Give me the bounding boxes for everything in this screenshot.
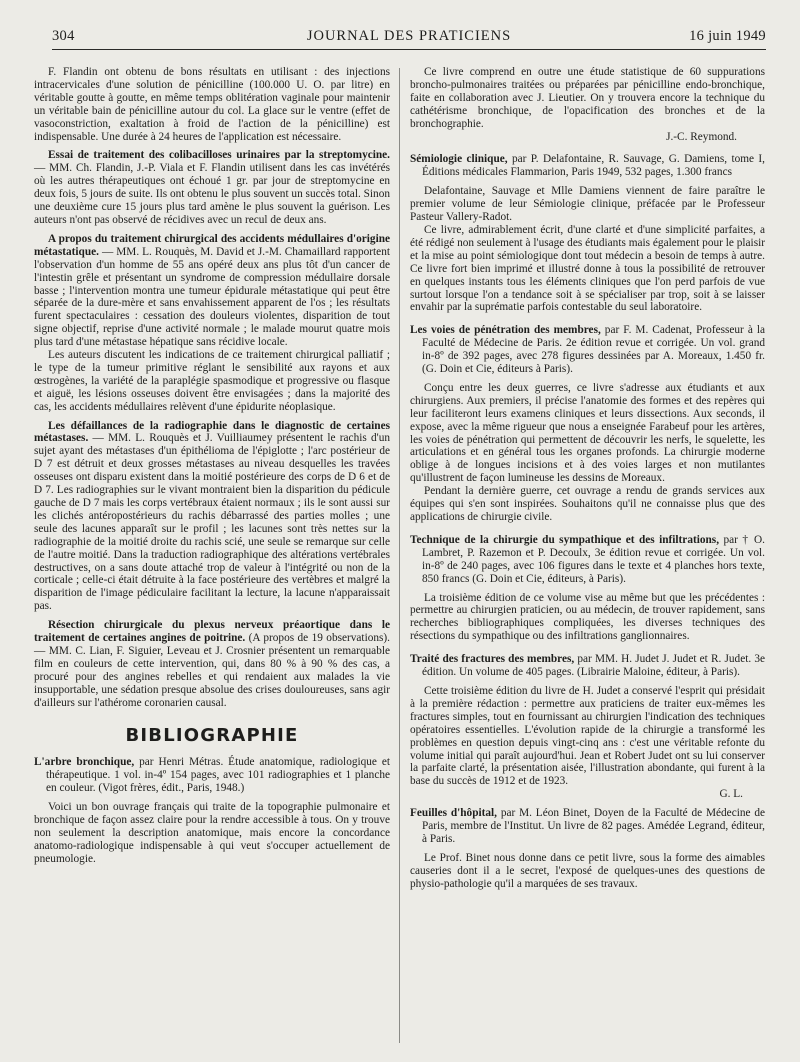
paragraph-flandin-continuation: F. Flandin ont obtenu de bons résultats en utilisant : des injections intracervicales d'une solution de pénicilline (100.000 U. O. par litre) en véritable goutte à goutte, en même temps oblitération vaginale pour maintenir un véritable bain de pénicilline autour du col. La glace sur le ventre (effet de vasoconstriction, exaltation à froid de l'action de la pénicilline) est indispensable. Une durée à 24 heures de l'application est nécessaire. (34, 66, 390, 143)
article-resection-plexus (34, 619, 390, 709)
book-entry-arbre-bronchique (34, 756, 390, 795)
book-title: Traité des fractures des membres, (410, 653, 575, 666)
article-title: Les défaillances de la radiographie dans le diagnostic de certaines métastases. (34, 419, 390, 445)
article-colibacilloses (34, 149, 390, 226)
book-entry-fractures (410, 653, 765, 679)
bibliography-heading: BIBLIOGRAPHIE (125, 724, 299, 746)
review-paragraph: Le Prof. Binet nous donne dans ce petit livre, sous la forme des aimables causeries dont il a le secret, l'exposé de quelques-unes des questions de physio-pathologie qu'il a marquées de ses travaux. (410, 851, 765, 890)
page-header (52, 24, 766, 50)
right-column (410, 66, 765, 891)
book-details: par M. Léon Binet, Doyen de la Faculté de Médecine de Paris, membre de l'Institut. Un livre de 82 pages. Amédée Legrand, éditeur, à Paris. (422, 807, 766, 845)
review-paragraph: Cette troisième édition du livre de H. Judet a conservé l'esprit qui présidait à la première rédaction : permettre aux praticiens de traiter eux-mêmes les fractures simples, tout en fournissant au chirurgien l'indication des techniques opératoires essentielles. L'évolution rapide de la chirurgie a transformé les problèmes en question depuis vingt-cinq ans : c'est une véritable refonte du volume initial qui paraît aujourd'hui. Jean et Robert Judet ont su lui conserver la parfaite clarté, la présentation aisée, l'illustration abondante, qui furent à la base du succès de 1912 et de 1923. (410, 684, 765, 788)
issue-date: 16 juin 1949 (689, 28, 766, 44)
article-body: — MM. Ch. Flandin, J.-P. Viala et F. Flandin utilisent dans les cas invétérés où les autres thérapeutiques ont échoué 1 gr. par jour de streptomycine en deux fois, 5 jours de suite. Ils ont obtenu le plus souvent un succès total. Sinon une deuxième cure 15 jours plus tard amène le plus souvent la guérison. Les auteurs n'ont pas observé de récidives avec un recul de deux ans. (34, 162, 390, 226)
article-body: (A propos de 19 observations). — MM. C. Lian, F. Siguier, Leveau et J. Crosnier présentent un remarquable film en couleurs de cette intervention, qui, dans 80 % à 90 % des cas, a procuré pour des angines rebelles et qui rendaient aux malades la vie insupportable, une sédation presque absolue des crises douloureuses, sans agir d'ailleurs sur l'athérome coronarien causal. (34, 632, 390, 709)
book-title: Feuilles d'hôpital, (410, 807, 498, 820)
left-column (34, 66, 390, 866)
article-accidents-medullaires (34, 233, 390, 349)
book-entry-semiologie (410, 153, 765, 179)
review-paragraph: Delafontaine, Sauvage et Mlle Damiens viennent de faire paraître le premier volume de leur Sémiologie clinique, préfacée par le Professeur Pasteur Vallery-Radot. (410, 185, 765, 224)
article-title: Résection chirurgicale du plexus nerveux préaortique dans le traitement de certaines angines de poitrine. (34, 619, 390, 645)
book-title: Les voies de pénétration des membres, (410, 324, 601, 337)
column-divider (399, 68, 400, 1043)
journal-title: JOURNAL DES PRATICIENS (306, 28, 512, 44)
article-body: — MM. L. Rouquès, M. David et J.-M. Chamaillard rapportent l'observation d'un homme de 55 ans opéré deux ans plus tôt d'un cancer de l'intestin grêle et présentant un syndrome de compression médullaire dorsale basse ; l'intervention montra une tumeur épidurale métastatique qui peut être séparée de la dure-mère et sans envahissement apparent de l'os ; les résultats furent spectaculaires : cessation des douleurs violentes, disparition de tout signe objectif, reprise d'une activité normale ; le malade mourut quatre mois plus tard d'une métastase hépatique sans récidive locale. (34, 245, 390, 349)
book-title: L'arbre bronchique, (34, 756, 135, 769)
article-title: A propos du traitement chirurgical des accidents médullaires d'origine métastatique. (34, 232, 390, 258)
book-title: Technique de la chirurgie du sympathique et des infiltrations, (410, 533, 720, 546)
book-title: Sémiologie clinique, (410, 153, 508, 166)
paragraph: Les auteurs discutent les indications de ce traitement chirurgical palliatif ; le type de la tumeur primitive réglant le sensibilité aux rayons et aux œstrogènes, la variété de la paraplégie spasmodique et progressive ou flasque et aiguë, les lésions osseuses doivent être envisagées ; dans la majorité des cas, les accidents médullaires relèvent d'une épidurite néoplasique. (34, 349, 390, 413)
review-paragraph: Conçu entre les deux guerres, ce livre s'adresse aux étudiants et aux chirurgiens. Aux premiers, il précise l'anatomie des formes et des repères qui leur faciliteront leurs examens cliniques et leurs dissections. Aux seconds, il expose, avec la même rigueur que nous a enseignée Farabeuf pour les artères, les voies de pénétration qui permettent de découvrir les nerfs, le squelette, les articulations et en général tous les organes profonds. La chirurgie moderne oblige à de longues incisions et à des voies larges et non mutilantes qu'illustrent de façon lumineuse les dessins de Moreaux. (410, 381, 765, 485)
book-details: par F. M. Cadenat, Professeur à la Faculté de Médecine de Paris. 2e édition revue et corrigée. Un vol. grand in-8º de 392 pages, avec 278 figures dessinées par A. Moreaux, 1.450 fr. (G. Doin et Cie, éditeurs à Paris). (422, 324, 765, 376)
page-number: 304 (52, 28, 75, 44)
review-paragraph: Ce livre, admirablement écrit, d'une clarté et d'une simplicité parfaites, a été rédigé non seulement à l'usage des étudiants mais également pour le plaisir et la mise au point sémiologique dont tout médecin a besoin de temps à autre. Ce livre fort bien imprimé et illustré donne à tous la possibilité de retrouver en quelques instants tous les éléments cliniques que l'on perd parfois de vue surtout lorsque l'on a tendance soit à se spécialiser par trop, soit à se laisser envahir par la suprématie parfois contestable du seul laboratoire. (410, 223, 765, 314)
book-details: par P. Delafontaine, R. Sauvage, G. Damiens, tome I, Éditions médicales Flammarion, Paris 1949, 532 pages, 1.300 francs (422, 153, 765, 179)
book-details: par MM. H. Judet J. Judet et R. Judet. 3e édition. Un volume de 405 pages. (Librairie Maloine, éditeur, à Paris). (422, 653, 765, 679)
article-body: — MM. L. Rouquès et J. Vuilliaumey présentent le rachis d'un sujet ayant des métastases d'un épithélioma de l'épiglotte ; l'arc postérieur de D 7 est détruit et deux grosses métastases au niveau desquelles les travées osseuses ont disparu existent dans la moitié postérieure des corps de D 6 et de D 7. Les radiographies sur le vivant montraient bien la disparition du pédicule gauche de D 7 mais les corps vertébraux étaient normaux ; ils le sont aussi sur les clichés antéropostérieurs du rachis débarrassé des parties molles ; une seule des lacunes apparaît sur le profil ; les lacunes sont très nettes sur la radiographie de la moitié droite du rachis scié, une seule se remarque sur celle de l'autre moitié. Dans la traduction radiographique des altérations vertébrales destructives, on a sans doute attaché trop de valeur à l'intégrité ou non de la corticale ; celle-ci était détruite à la face postérieure des vertèbres et malgré la disparition de l'image pédiculaire facilitant la lecture, la lacune n'apparaissait pas. (34, 432, 390, 613)
review-paragraph: Pendant la dernière guerre, cet ouvrage a rendu de grands services aux équipes qui s'en sont inspirées. Souhaitons qu'il ne connaisse plus que des applications de chirurgie civile. (410, 485, 765, 523)
book-entry-feuilles-hopital (410, 807, 765, 846)
book-entry-voies-penetration (410, 324, 765, 376)
article-defaillances-radiographie (34, 420, 390, 614)
review-paragraph: Ce livre comprend en outre une étude statistique de 60 suppurations broncho-pulmonaires traitées ou préparées par pénicilline endo-bronchique, faite en collaboration avec J. Lieutier. On y trouvera encore la technique du cathétérisme bronchique, de l'opacification des bronches et de la bronchographie. (410, 66, 765, 130)
book-entry-chirurgie-sympathique (410, 534, 765, 586)
book-details: par Henri Métras. Étude anatomique, radiologique et thérapeutique. 1 vol. in-4º 154 pages, avec 101 radiographies et 1 planche en couleur. (Vigot frères, édit., Paris, 1948.) (46, 756, 390, 795)
review-signature: J.-C. Reymond. (666, 130, 737, 143)
article-title: Essai de traitement des colibacilloses urinaires par la streptomycine. (48, 149, 390, 162)
review-paragraph: Voici un bon ouvrage français qui traite de la topographie pulmonaire et bronchique de façon assez claire pour la rendre accessible à tous. On y trouve non seulement la description anatomique, mais encore la concordance anatomo-radiologique indispensable à qui veut s'occuper actuellement de pneumologie. (34, 801, 390, 865)
book-details: par † O. Lambret, P. Razemon et P. Decoulx, 3e édition revue et corrigée. Un vol. in-8º de 240 pages, avec 106 figures dans le texte et 4 planches hors texte, 850 francs (G. Doin et Cie, éditeurs, à Paris). (422, 533, 765, 585)
review-signature: G. L. (719, 788, 743, 801)
review-paragraph: La troisième édition de ce volume vise au même but que les précédentes : permettre au chirurgien praticien, ou au médecin, de trouver rapidement, sans recherches bibliographiques compliquées, les diverses techniques des résections du sympathique ou des infiltrations ganglionnaires. (410, 591, 765, 643)
